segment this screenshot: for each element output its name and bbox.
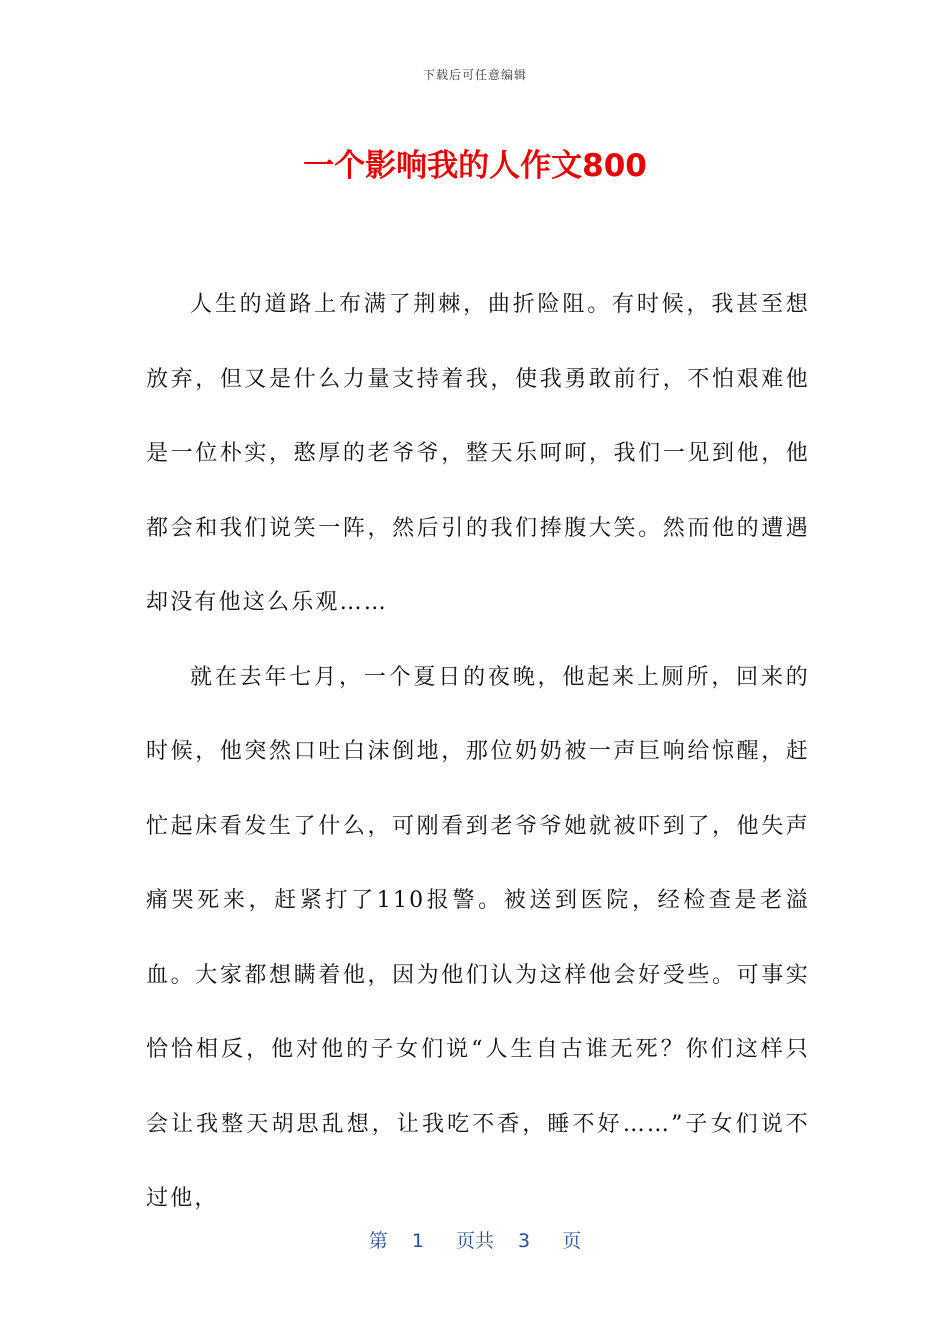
footer-total-pages: 3: [518, 1230, 531, 1252]
footer-di: 第: [368, 1230, 388, 1252]
document-body: [146, 268, 810, 1237]
paragraph-2: 就在去年七月，一个夏日的夜晚，他起来上厕所，回来的时候，他突然口吐白沫倒地，那位奶奶被一声巨响给惊醒，赶忙起床看发生了什么，可刚看到老爷爷她就被吓到了，他失声痛哭死来，赶紧打了110报警。被送到医院，经检查是老溢血。大家都想瞒着他，因为他们认为这样他会好受些。可事实恰恰相反，他对他的子女们说“人生自古谁无死？你们这样只会让我整天胡思乱想，让我吃不香，睡不好……”子女们说不过他，: [146, 664, 810, 1211]
footer-current-page: 1: [411, 1230, 424, 1252]
header-note: 下载后可任意编辑: [422, 68, 527, 82]
footer-ye-gong: 页共: [455, 1230, 494, 1252]
footer-ye: 页: [562, 1230, 582, 1252]
page-footer: [0, 1226, 950, 1253]
document-title: 一个影响我的人作文800: [303, 148, 647, 184]
paragraph-1: 人生的道路上布满了荆棘，曲折险阻。有时候，我甚至想放弃，但又是什么力量支持着我，使我勇敢前行，不怕艰难他是一位朴实，憨厚的老爷爷，整天乐呵呵，我们一见到他，他都会和我们说笑一阵，然后引的我们捧腹大笑。然而他的遭遇却没有他这么乐观……: [146, 292, 810, 615]
